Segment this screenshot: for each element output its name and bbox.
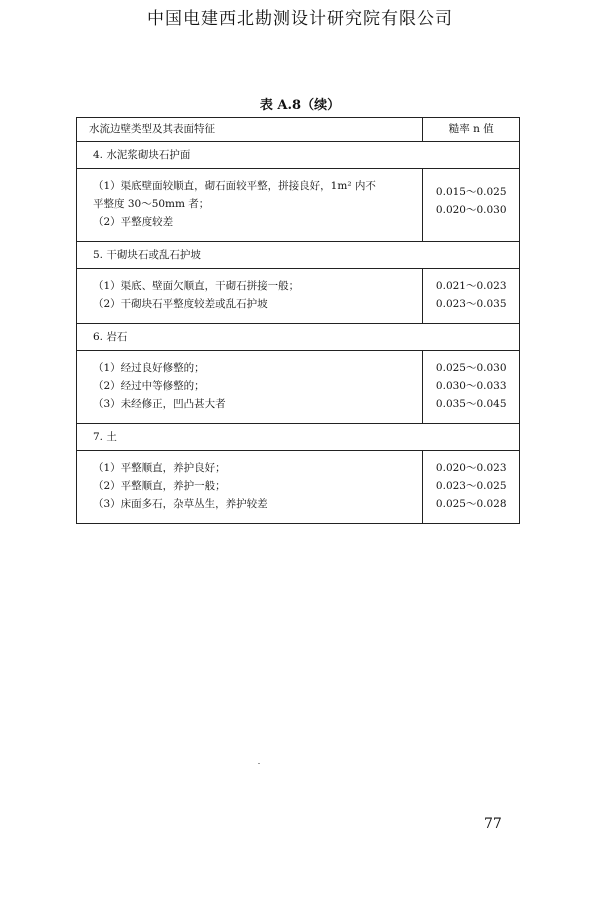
item-text: （2）平整度较差: [93, 216, 174, 228]
table-row: [77, 351, 520, 424]
table-row: [77, 451, 520, 524]
roughness-value: 0.030～0.033: [435, 380, 507, 392]
table-row: [77, 424, 520, 451]
items-cell: [77, 169, 423, 242]
table-row: [77, 242, 520, 269]
item-text: （1）渠底壁面较顺直，砌石面较平整，拼接良好，1m² 内不: [93, 180, 376, 192]
item-text: （1）经过良好修整的；: [93, 362, 205, 374]
roughness-value: 0.035～0.045: [435, 398, 507, 410]
roughness-value: 0.021～0.023: [435, 280, 507, 292]
category-rock: 6. 岩石: [77, 324, 520, 351]
roughness-value: 0.025～0.028: [435, 498, 507, 510]
roughness-value: 0.020～0.023: [435, 462, 507, 474]
roughness-table: [76, 117, 520, 524]
items-cell: [77, 269, 423, 324]
header-surface-type: 水流边壁类型及其表面特征: [77, 118, 423, 142]
roughness-value: 0.025～0.030: [435, 362, 507, 374]
header-roughness-n: 糙率 n 值: [423, 118, 520, 142]
table-row: [77, 324, 520, 351]
values-cell: [423, 169, 520, 242]
roughness-value: 0.023～0.025: [435, 480, 507, 492]
item-text: （2）平整顺直，养护一般；: [93, 480, 226, 492]
item-text: （3）未经修正，凹凸甚大者: [93, 398, 226, 410]
roughness-value: 0.023～0.035: [435, 298, 507, 310]
category-soil: 7. 土: [77, 424, 520, 451]
table-header-row: [77, 118, 520, 142]
page-number: 77: [484, 816, 502, 832]
institute-watermark: 中国电建西北勘测设计研究院有限公司: [147, 9, 453, 29]
values-cell: [423, 451, 520, 524]
table-row: [77, 169, 520, 242]
table-title: 表 A.8（续）: [259, 98, 341, 113]
item-text: （2）经过中等修整的；: [93, 380, 205, 392]
roughness-value: 0.020～0.030: [435, 204, 507, 216]
item-text: （1）渠底、壁面欠顺直，干砌石拼接一般；: [93, 280, 300, 292]
items-cell: [77, 351, 423, 424]
items-cell: [77, 451, 423, 524]
roughness-value: 0.015～0.025: [435, 186, 507, 198]
values-cell: [423, 351, 520, 424]
table-row: [77, 269, 520, 324]
category-cement-masonry: 4. 水泥浆砌块石护面: [77, 142, 520, 169]
item-text: （1）平整顺直，养护良好；: [93, 462, 226, 474]
values-cell: [423, 269, 520, 324]
item-text: （2）干砌块石平整度较差或乱石护坡: [93, 298, 268, 310]
table-row: [77, 142, 520, 169]
item-text: 平整度 30～50mm 者；: [93, 198, 210, 210]
item-text: （3）床面多石，杂草丛生，养护较差: [93, 498, 268, 510]
scan-speck: [258, 763, 260, 764]
category-dry-masonry: 5. 干砌块石或乱石护坡: [77, 242, 520, 269]
